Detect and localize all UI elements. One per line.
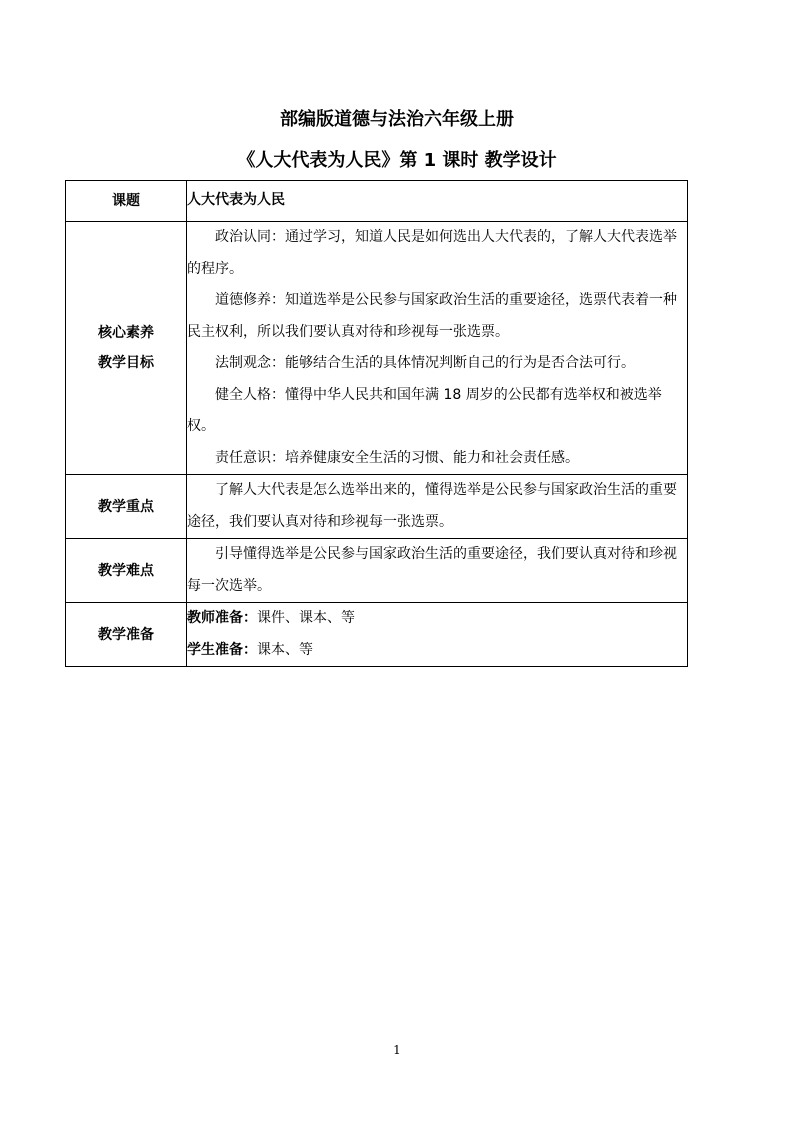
preparation-value: [187, 603, 688, 667]
goals-value: [187, 222, 688, 475]
page-number: 1: [393, 1043, 401, 1057]
goal-responsibility: 责任意识：培养健康安全生活的习惯、能力和社会责任感。: [215, 449, 579, 466]
topic-value: 人大代表为人民: [187, 181, 688, 222]
teacher-preparation: [187, 603, 687, 635]
preparation-label: 教学准备: [66, 603, 187, 667]
goals-label-line2: 教学目标: [98, 355, 154, 371]
teacher-preparation-label: 教师准备：: [187, 610, 257, 626]
student-preparation-label: 学生准备：: [187, 641, 257, 658]
teacher-preparation-value: 课件、课本、等: [257, 610, 355, 626]
table-row-topic: [66, 181, 688, 222]
goal-moral: 道德修养：知道选举是公民参与国家政治生活的重要途径，选票代表着一种民主权利，所以我们要认真对待和珍视每一张选票。: [187, 292, 677, 340]
topic-label: 课题: [66, 181, 187, 222]
table-row-key-points: [66, 475, 688, 539]
difficulties-label: 教学难点: [66, 539, 187, 603]
key-points-label: 教学重点: [66, 475, 187, 539]
student-preparation: [187, 635, 687, 667]
goal-political: 政治认同：通过学习，知道人民是如何选出人大代表的，了解人大代表选举的程序。: [187, 229, 677, 277]
table-row-difficulties: [66, 539, 688, 603]
lesson-plan-table: [65, 180, 688, 667]
student-preparation-value: 课本、等: [257, 641, 313, 658]
goal-personality: 健全人格：懂得中华人民共和国年满 18 周岁的公民都有选举权和被选举权。: [187, 386, 662, 434]
document-subtitle: 《人大代表为人民》第 1 课时 教学设计: [237, 150, 557, 171]
goal-legal: 法制观念：能够结合生活的具体情况判断自己的行为是否合法可行。: [215, 355, 635, 371]
key-points-text: 了解人大代表是怎么选举出来的，懂得选举是公民参与国家政治生活的重要途径，我们要认真对待和珍视每一张选票。: [187, 482, 677, 530]
difficulties-value: [187, 539, 688, 603]
key-points-value: [187, 475, 688, 539]
document-title: 部编版道德与法治六年级上册: [280, 109, 514, 130]
goals-label: [66, 222, 187, 475]
table-row-preparation: [66, 603, 688, 667]
difficulties-text: 引导懂得选举是公民参与国家政治生活的重要途径，我们要认真对待和珍视每一次选举。: [187, 546, 677, 594]
goals-label-line1: 核心素养: [98, 325, 154, 341]
table-row-goals: [66, 222, 688, 475]
